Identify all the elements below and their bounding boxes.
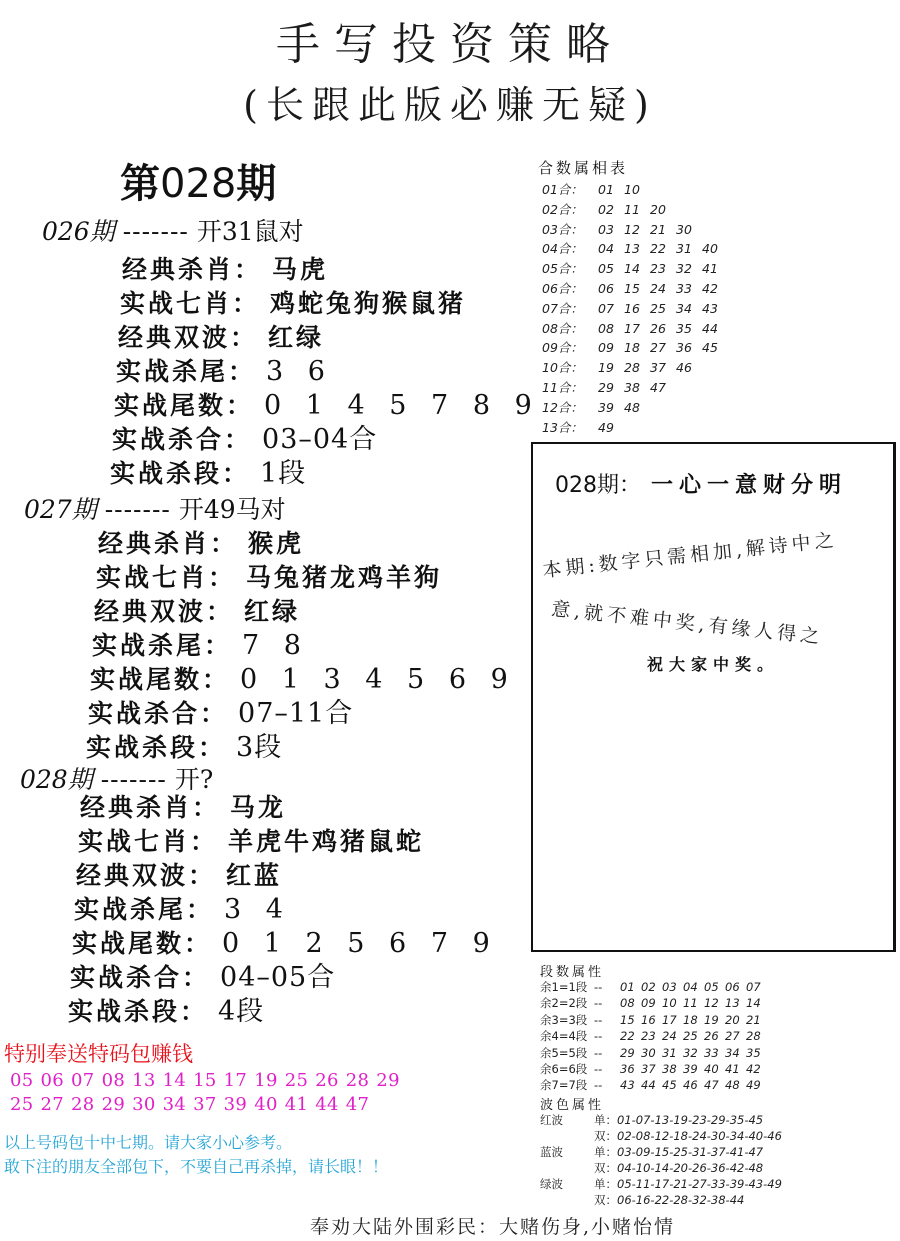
segment-number: 25 (683, 1029, 698, 1044)
wave-parity: 双： (594, 1193, 617, 1207)
sum-key: 08合： (542, 320, 583, 336)
segment-number: 18 (683, 1012, 698, 1027)
wave-values: 04-10-14-20-26-36-42-48 (617, 1161, 764, 1175)
poem-line-1: 本期:数字只需相加,解诗中之 (541, 528, 839, 582)
sum-number: 13 (624, 241, 640, 257)
segment-number: 36 (620, 1062, 635, 1077)
sum-number: 07 (598, 300, 614, 316)
row-kill-segment (110, 457, 540, 491)
wave-values: 06-16-22-28-32-38-44 (617, 1193, 745, 1207)
row-label: 实战七肖： (120, 289, 261, 318)
box-slogan: 一心一意财分明 (651, 472, 848, 498)
period-result: 开31鼠对 (196, 217, 304, 246)
sum-number: 32 (676, 261, 692, 277)
segment-number: 32 (683, 1045, 698, 1060)
sum-table-row (542, 319, 728, 339)
sum-number: 22 (650, 241, 666, 257)
sum-key: 10合： (542, 360, 583, 376)
sum-number: 48 (624, 399, 640, 415)
segment-table (540, 979, 767, 1094)
sum-number: 23 (650, 261, 666, 277)
segment-dash: -- (594, 1012, 603, 1027)
issue-heading (120, 152, 276, 209)
row-label: 实战杀尾： (92, 631, 233, 660)
period-label: 027期 (24, 495, 97, 524)
sum-key: 06合： (542, 280, 583, 296)
sum-table-row (542, 378, 728, 398)
row-double-wave (76, 859, 498, 893)
segment-number: 09 (641, 996, 656, 1011)
sum-number: 49 (598, 419, 614, 435)
period-header-026 (42, 212, 304, 248)
segment-key: 余2=2段 (540, 996, 588, 1011)
sum-number: 28 (624, 360, 640, 376)
sum-number: 47 (650, 379, 666, 395)
segment-number: 15 (620, 1012, 635, 1027)
promo-note-line-2: 敢下注的朋友全部包下，不要自己再杀掉，请长眼！！ (4, 1157, 389, 1176)
row-value: 马兔猪龙鸡羊狗 (246, 563, 443, 592)
row-value: 1段 (260, 458, 307, 489)
sum-number: 43 (702, 300, 718, 316)
row-tail-numbers (72, 927, 498, 961)
row-label: 实战杀尾： (74, 895, 215, 924)
segment-number: 24 (662, 1029, 677, 1044)
period-dashes: ------- (100, 765, 167, 794)
period-rows-027 (86, 527, 516, 765)
sum-number: 08 (598, 320, 614, 336)
segment-number: 13 (725, 996, 740, 1011)
sum-number: 11 (624, 201, 640, 217)
row-label: 实战杀段： (110, 459, 251, 488)
segment-number: 34 (725, 1045, 740, 1060)
segment-number: 05 (704, 980, 719, 994)
sum-number: 40 (702, 241, 718, 257)
segment-table-row (540, 1045, 767, 1061)
promo-note-line-1: 以上号码包十中七期。请大家小心参考。 (4, 1133, 293, 1152)
segment-number: 40 (704, 1062, 719, 1077)
period-result: 开? (174, 765, 214, 794)
promo-numbers-line-1: 05 06 07 08 13 14 15 17 19 25 26 28 29 (10, 1070, 400, 1091)
wave-table-row (540, 1192, 782, 1208)
sum-number: 30 (676, 221, 692, 237)
segment-number: 07 (746, 980, 761, 994)
sum-key: 11合： (542, 379, 583, 395)
sum-table-row (542, 259, 728, 279)
segment-number: 01 (620, 980, 635, 994)
segment-number: 27 (725, 1029, 740, 1044)
sum-table-row (542, 200, 728, 220)
sum-number: 38 (624, 379, 640, 395)
segment-dash: -- (594, 1062, 603, 1077)
row-label: 实战尾数： (90, 665, 231, 694)
wave-color: 绿波 (540, 1177, 563, 1191)
row-label: 实战杀段： (86, 733, 227, 762)
sum-table-row (542, 398, 728, 418)
wave-values: 05-11-17-21-27-33-39-43-49 (617, 1177, 782, 1191)
row-classic-kill-zodiac (80, 791, 498, 825)
box-period: 028期： (555, 473, 641, 498)
sum-number: 26 (650, 320, 666, 336)
sum-number: 46 (676, 360, 692, 376)
sum-number: 45 (702, 340, 718, 356)
row-label: 实战杀合： (70, 963, 211, 992)
segment-number: 35 (746, 1045, 761, 1060)
row-value: 0 1 3 4 5 6 9 (240, 664, 516, 695)
row-kill-sum (88, 697, 516, 731)
sum-number: 16 (624, 300, 640, 316)
row-double-wave (118, 321, 540, 355)
period-rows-026 (110, 253, 540, 491)
sum-number: 39 (598, 399, 614, 415)
row-label: 经典杀肖： (80, 793, 221, 822)
wave-table-row (540, 1160, 782, 1176)
row-value: 红绿 (244, 597, 301, 626)
wave-table-row (540, 1112, 782, 1128)
segment-key: 余7=7段 (540, 1078, 588, 1093)
segment-number: 21 (746, 1012, 761, 1027)
row-kill-tail (74, 893, 498, 927)
segment-number: 08 (620, 996, 635, 1011)
sum-table-row (542, 239, 728, 259)
row-value: 马虎 (272, 255, 329, 284)
poem-line-2: 意,就不难中奖,有缘人得之 (550, 597, 825, 649)
sum-number: 35 (676, 320, 692, 336)
segment-key: 余1=1段 (540, 980, 588, 994)
sum-number: 29 (598, 379, 614, 395)
row-value: 0 1 4 5 7 8 9 (264, 390, 540, 421)
period-result: 开49马对 (178, 495, 286, 524)
sum-table-row (542, 299, 728, 319)
sum-number: 06 (598, 280, 614, 296)
issue-suffix: 期 (236, 161, 277, 207)
row-value: 鸡蛇兔狗猴鼠猪 (270, 289, 467, 318)
row-kill-tail (116, 355, 540, 389)
segment-number: 26 (704, 1029, 719, 1044)
promo-title: 特别奉送特码包赚钱 (4, 1042, 193, 1066)
wave-color: 蓝波 (540, 1145, 563, 1159)
row-value: 03–04合 (262, 424, 378, 455)
period-rows-028 (68, 791, 498, 1029)
row-value: 红绿 (268, 323, 325, 352)
segment-table-row (540, 1012, 767, 1028)
sum-number: 09 (598, 340, 614, 356)
page-subtitle: (长跟此版必赚无疑) (243, 83, 657, 127)
row-value: 7 8 (242, 630, 309, 661)
sum-number: 05 (598, 261, 614, 277)
row-kill-sum (112, 423, 540, 457)
segment-key: 余5=5段 (540, 1045, 588, 1060)
segment-table-title: 段数属性 (540, 965, 605, 980)
row-value: 07–11合 (238, 698, 354, 729)
segment-number: 37 (641, 1062, 656, 1077)
sum-key: 07合： (542, 300, 583, 316)
segment-number: 20 (725, 1012, 740, 1027)
row-label: 实战杀段： (68, 997, 209, 1026)
issue-prefix: 第 (120, 161, 160, 207)
period-label: 026期 (42, 217, 115, 246)
sum-number: 17 (624, 320, 640, 336)
wave-table-row (540, 1144, 782, 1160)
sum-number: 42 (702, 280, 718, 296)
issue-number: 028 (160, 161, 237, 207)
row-value: 羊虎牛鸡猪鼠蛇 (228, 827, 425, 856)
period-header-027 (24, 490, 286, 526)
sum-number: 41 (702, 261, 718, 277)
row-classic-kill-zodiac (122, 253, 540, 287)
segment-dash: -- (594, 1078, 603, 1093)
segment-dash: -- (594, 1029, 603, 1044)
segment-number: 39 (683, 1062, 698, 1077)
row-seven-zodiac (120, 287, 540, 321)
segment-number: 42 (746, 1062, 761, 1077)
segment-number: 45 (662, 1078, 677, 1093)
sum-number: 20 (650, 201, 666, 217)
segment-number: 16 (641, 1012, 656, 1027)
segment-number: 03 (662, 980, 677, 994)
wave-parity: 双： (594, 1129, 617, 1143)
segment-number: 10 (662, 996, 677, 1011)
segment-number: 28 (746, 1029, 761, 1044)
sum-number: 14 (624, 261, 640, 277)
row-value: 马龙 (230, 793, 287, 822)
row-label: 经典杀肖： (98, 529, 239, 558)
segment-dash: -- (594, 1045, 603, 1060)
segment-number: 48 (725, 1078, 740, 1093)
sum-table-row (542, 418, 728, 438)
sum-number: 18 (624, 340, 640, 356)
row-classic-kill-zodiac (98, 527, 516, 561)
period-dashes: ------- (104, 495, 171, 524)
wave-values: 03-09-15-25-31-37-41-47 (617, 1145, 764, 1159)
segment-number: 33 (704, 1045, 719, 1060)
period-dashes: ------- (122, 217, 189, 246)
sum-number: 27 (650, 340, 666, 356)
row-label: 实战杀合： (88, 699, 229, 728)
segment-number: 43 (620, 1078, 635, 1093)
row-value: 3段 (236, 732, 283, 763)
promo-numbers-line-2: 25 27 28 29 30 34 37 39 40 41 44 47 (10, 1094, 370, 1115)
sum-number: 02 (598, 201, 614, 217)
sum-key: 12合： (542, 399, 583, 415)
sum-number: 01 (598, 182, 614, 197)
sum-number: 15 (624, 280, 640, 296)
row-value: 3 6 (266, 356, 333, 387)
row-label: 实战杀尾： (116, 357, 257, 386)
row-value: 4段 (218, 996, 265, 1027)
sum-number: 31 (676, 241, 692, 257)
wave-parity: 双： (594, 1161, 617, 1175)
sum-number: 19 (598, 360, 614, 376)
segment-number: 46 (683, 1078, 698, 1093)
sum-number: 04 (598, 241, 614, 257)
row-kill-tail (92, 629, 516, 663)
wave-table-row (540, 1128, 782, 1144)
wave-parity: 单： (594, 1145, 617, 1159)
sum-number: 33 (676, 280, 692, 296)
sum-table-row (542, 279, 728, 299)
segment-number: 31 (662, 1045, 677, 1060)
sum-key: 05合： (542, 261, 583, 277)
message-box (531, 442, 896, 952)
segment-key: 余3=3段 (540, 1012, 588, 1027)
sum-table-row (542, 180, 728, 200)
row-value: 04–05合 (220, 962, 336, 993)
segment-table-row (540, 1061, 767, 1077)
row-double-wave (94, 595, 516, 629)
sum-number: 10 (624, 182, 640, 197)
segment-key: 余4=4段 (540, 1029, 588, 1044)
sum-key: 04合： (542, 241, 583, 257)
row-label: 经典双波： (118, 323, 259, 352)
row-value: 0 1 2 5 6 7 9 (222, 928, 498, 959)
segment-key: 余6=6段 (540, 1062, 588, 1077)
row-label: 实战七肖： (96, 563, 237, 592)
row-label: 实战尾数： (72, 929, 213, 958)
wave-table-title: 波色属性 (540, 1098, 605, 1113)
sum-key: 09合： (542, 340, 583, 356)
sum-number: 44 (702, 320, 718, 336)
wave-color: 红波 (540, 1113, 563, 1127)
sum-table-title: 合数属相表 (538, 159, 629, 177)
sum-number: 12 (624, 221, 640, 237)
segment-number: 29 (620, 1045, 635, 1060)
row-kill-segment (68, 995, 498, 1029)
row-label: 经典双波： (76, 861, 217, 890)
sum-number: 25 (650, 300, 666, 316)
row-value: 红蓝 (226, 861, 283, 890)
segment-dash: -- (594, 980, 603, 994)
segment-number: 14 (746, 996, 761, 1011)
wish-text: 祝大家中奖。 (646, 655, 779, 674)
wave-table-row (540, 1176, 782, 1192)
segment-number: 19 (704, 1012, 719, 1027)
page-title: 手写投资策略 (276, 19, 624, 70)
sum-key: 01合： (542, 182, 583, 197)
segment-dash: -- (594, 996, 603, 1011)
sum-number: 24 (650, 280, 666, 296)
sum-number: 37 (650, 360, 666, 376)
sum-table-row (542, 358, 728, 378)
segment-number: 49 (746, 1078, 761, 1093)
segment-number: 22 (620, 1029, 635, 1044)
segment-number: 17 (662, 1012, 677, 1027)
segment-number: 12 (704, 996, 719, 1011)
row-value: 3 4 (224, 894, 291, 925)
period-label: 028期 (20, 765, 93, 794)
sum-number: 34 (676, 300, 692, 316)
sum-key: 02合： (542, 201, 583, 217)
sum-number: 36 (676, 340, 692, 356)
sum-number: 21 (650, 221, 666, 237)
segment-table-row (540, 995, 767, 1011)
sum-table-row (542, 338, 728, 358)
sum-key: 13合： (542, 419, 583, 435)
segment-number: 38 (662, 1062, 677, 1077)
row-tail-numbers (90, 663, 516, 697)
segment-table-row (540, 1028, 767, 1044)
row-kill-sum (70, 961, 498, 995)
row-label: 实战七肖： (78, 827, 219, 856)
sum-table (542, 180, 728, 437)
segment-number: 41 (725, 1062, 740, 1077)
footer-advice: 奉劝大陆外围彩民：大赌伤身,小赌怡情 (310, 1216, 676, 1238)
box-heading (555, 468, 847, 499)
sum-number: 03 (598, 221, 614, 237)
row-seven-zodiac (78, 825, 498, 859)
segment-number: 44 (641, 1078, 656, 1093)
row-tail-numbers (114, 389, 540, 423)
wave-values: 02-08-12-18-24-30-34-40-46 (617, 1129, 782, 1143)
segment-number: 30 (641, 1045, 656, 1060)
sum-key: 03合： (542, 221, 583, 237)
row-value: 猴虎 (248, 529, 305, 558)
row-seven-zodiac (96, 561, 516, 595)
row-label: 实战尾数： (114, 391, 255, 420)
segment-number: 04 (683, 980, 698, 994)
wave-parity: 单： (594, 1113, 617, 1127)
segment-number: 47 (704, 1078, 719, 1093)
wave-parity: 单： (594, 1177, 617, 1191)
segment-number: 06 (725, 980, 740, 994)
segment-number: 02 (641, 980, 656, 994)
row-label: 实战杀合： (112, 425, 253, 454)
sum-table-row (542, 220, 728, 240)
segment-table-row (540, 1077, 767, 1093)
segment-number: 11 (683, 996, 698, 1011)
row-label: 经典双波： (94, 597, 235, 626)
segment-number: 23 (641, 1029, 656, 1044)
wave-values: 01-07-13-19-23-29-35-45 (617, 1113, 764, 1127)
row-label: 经典杀肖： (122, 255, 263, 284)
segment-table-row (540, 979, 767, 995)
wave-table (540, 1112, 782, 1208)
